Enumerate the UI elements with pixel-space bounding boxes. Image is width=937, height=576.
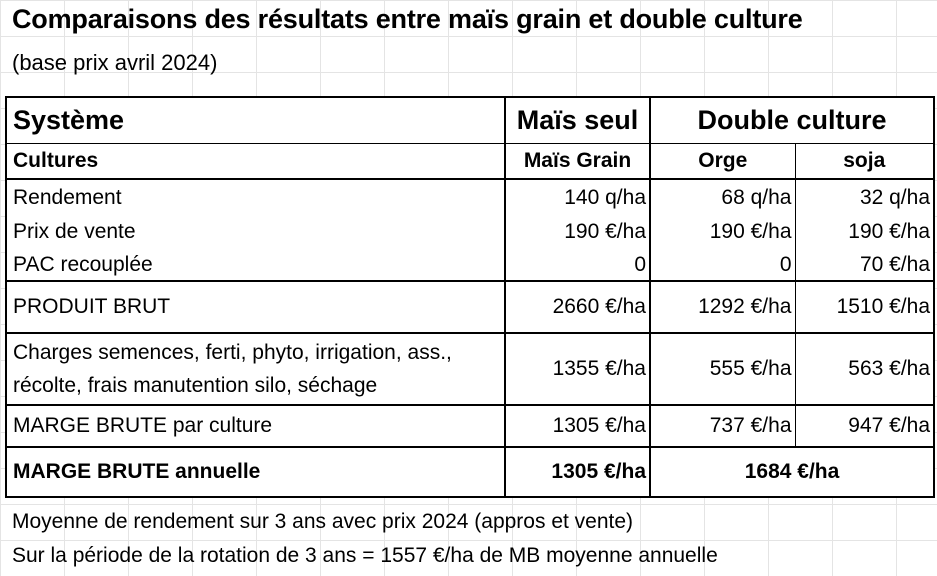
cell-orge: 0 [779, 252, 792, 276]
table-row-rendement [6, 179, 934, 215]
cell-soja: 947 €/ha [795, 405, 934, 447]
cell-orge: 190 €/ha [709, 220, 792, 243]
table-row-cultures [6, 143, 934, 179]
cell-mais: 190 €/ha [505, 215, 650, 249]
cell-orge: 555 €/ha [650, 333, 795, 405]
cell-orge: 68 q/ha [721, 185, 792, 209]
cell-soja: 1510 €/ha [795, 281, 934, 333]
table-row-marge-culture [6, 405, 934, 447]
table-row-charges [6, 333, 934, 405]
table-row-marge-annuelle [6, 447, 934, 497]
cell-soja: 70 €/ha [795, 249, 934, 281]
cell-double: 1684 €/ha [650, 447, 934, 497]
note-line-2: Sur la période de la rotation de 3 ans = 1557 €/ha de MB moyenne annuelle [12, 544, 718, 567]
row-label: MARGE BRUTE par culture [6, 405, 505, 447]
page-subtitle: (base prix avril 2024) [12, 50, 218, 75]
cell-soja: 32 q/ha [795, 179, 934, 215]
table-row-header [6, 97, 934, 143]
cell-orge: 737 €/ha [650, 405, 795, 447]
note-line-1: Moyenne de rendement sur 3 ans avec prix 2024 (appros et vente) [12, 510, 634, 533]
cultures-label: Cultures [6, 143, 505, 179]
cultures-soja: soja [795, 143, 934, 179]
cell-mais: 2660 €/ha [505, 281, 650, 333]
row-label: Charges semences, ferti, phyto, irrigation, ass., récolte, frais manutention silo, séchage [6, 333, 505, 405]
cultures-orge: Orge [650, 143, 795, 179]
row-label: Prix de vente [6, 215, 505, 249]
cell-mais: 1305 €/ha [505, 405, 650, 447]
cultures-mais: Maïs Grain [505, 143, 650, 179]
header-double-culture: Double culture [650, 97, 934, 143]
header-mais-seul: Maïs seul [505, 97, 650, 143]
table-row-produit-brut [6, 281, 934, 333]
cell-soja: 563 €/ha [795, 333, 934, 405]
row-label: PRODUIT BRUT [6, 281, 505, 333]
header-systeme: Système [6, 97, 505, 143]
cell-orge: 1292 €/ha [650, 281, 795, 333]
table-row-prix [6, 215, 934, 249]
cell-mais: 1305 €/ha [505, 447, 650, 497]
cell-mais: 0 [505, 249, 650, 281]
page-title: Comparaisons des résultats entre maïs grain et double culture [12, 4, 803, 34]
table-row-pac [6, 249, 934, 281]
row-label: PAC recouplée [6, 249, 505, 281]
row-label: Rendement [6, 179, 505, 215]
row-label: MARGE BRUTE annuelle [6, 447, 505, 497]
cell-mais: 140 q/ha [505, 179, 650, 215]
cell-soja: 190 €/ha [795, 215, 934, 249]
cell-mais: 1355 €/ha [505, 333, 650, 405]
comparison-table [5, 96, 935, 498]
